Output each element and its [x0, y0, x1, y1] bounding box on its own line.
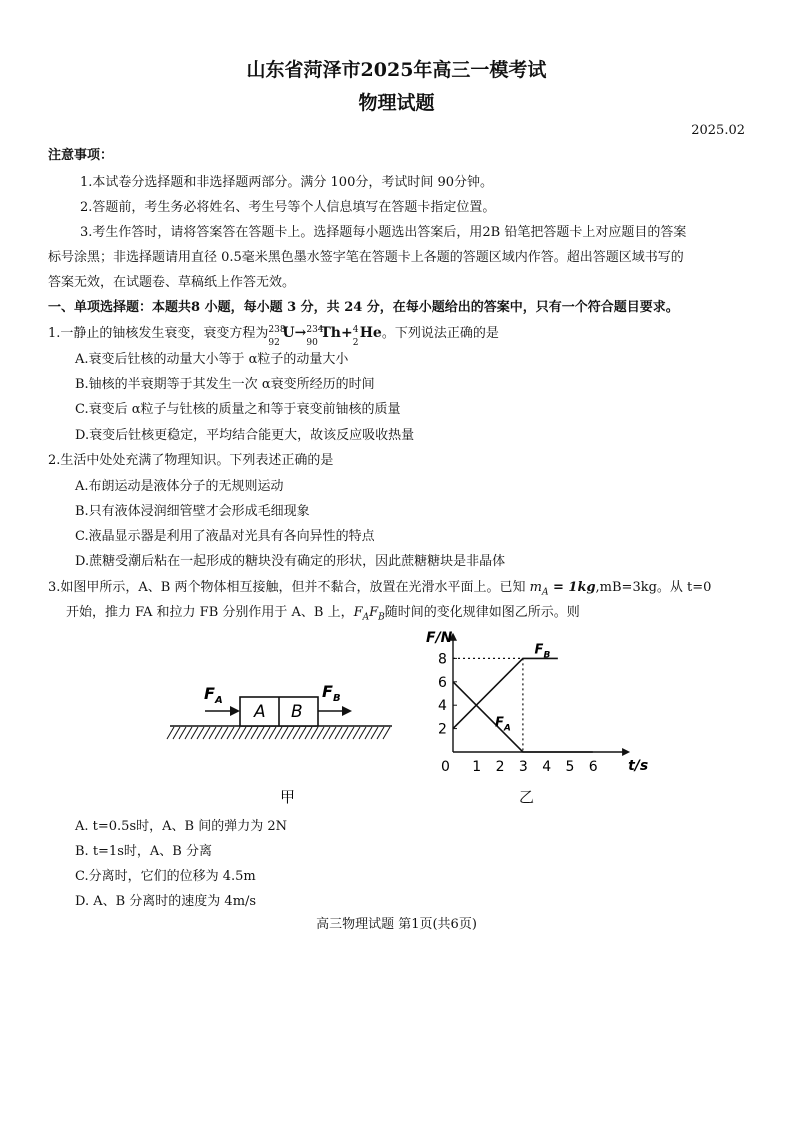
- q1-option-b: B.铀核的半衰期等于其发生一次 α衰变所经历的时间: [75, 377, 375, 392]
- ground-hatch-line: [281, 727, 288, 739]
- series-line-f-a: [453, 682, 593, 752]
- q1-option-a: A.衰变后钍核的动量大小等于 α粒子的动量大小: [75, 352, 349, 367]
- ground-hatch-line: [275, 727, 282, 739]
- th-mass-number: 234: [306, 324, 324, 335]
- q1-option-d: D.衰变后钍核更稳定，平均结合能更大，故该反应吸收热量: [75, 428, 415, 443]
- x-axis-arrowhead: [622, 748, 630, 756]
- ground-hatch-line: [203, 727, 210, 739]
- q3-option-b: B. t=1s时，A、B 分离: [75, 844, 212, 859]
- x-tick-label: 6: [588, 759, 598, 775]
- q1-stem: [48, 323, 499, 348]
- force-a-label: $F_A$: [204, 684, 223, 706]
- ground-hatch-line: [215, 727, 222, 739]
- x-tick-label: 3: [518, 759, 528, 775]
- he-charge-number: 2: [352, 337, 359, 348]
- ground-hatch-line: [377, 727, 384, 739]
- q3-line2-text: 开始，推力 FA 和拉力 FB 分别作用于 A、B 上，: [66, 605, 354, 620]
- q2-option-a: A.布朗运动是液体分子的无规则运动: [75, 479, 284, 494]
- series-label-fb: $F_B$: [534, 642, 551, 661]
- y-tick-label: 6: [438, 674, 447, 691]
- figure-jia: [160, 640, 410, 810]
- q3-f1-sub: A: [362, 612, 370, 623]
- ground-hatch-line: [293, 727, 300, 739]
- figure-jia-caption: 甲: [280, 788, 296, 806]
- q3-option-c: C.分离时，它们的位移为 4.5m: [75, 869, 256, 884]
- force-b-arrowhead: [342, 706, 352, 716]
- chart-y-axis-label: F/N: [426, 630, 453, 646]
- ground-hatch-line: [227, 727, 234, 739]
- ground-hatch-line: [329, 727, 336, 739]
- x-tick-label: 5: [565, 759, 575, 775]
- q3-option-d: D. A、B 分离时的速度为 4m/s: [75, 894, 257, 909]
- x-tick-label: 1: [472, 759, 482, 775]
- notice-item-3-line-1: 3.考生作答时，请将答案答在答题卡上。选择题每小题选出答案后，用2B 铅笔把答题卡上对应题目的答案: [80, 225, 687, 240]
- section-1-heading: 一、单项选择题：本题共8 小题，每小题 3 分，共 24 分，在每小题给出的答案中，只有一个符合题目要求。: [48, 300, 679, 315]
- notice-item-3-line-3: 答案无效，在试题卷、草稿纸上作答无效。: [48, 275, 296, 290]
- ground-hatch-line: [251, 727, 258, 739]
- q3-stem-line-1: [48, 578, 711, 603]
- notice-item-1: 1.本试卷分选择题和非选择题两部分。满分 100分，考试时间 90分钟。: [80, 175, 494, 190]
- ground-hatch-line: [323, 727, 330, 739]
- q3-f2-sub: B: [378, 612, 385, 623]
- reaction-arrow: →: [294, 325, 307, 341]
- q2-stem: 2.生活中处处充满了物理知识。下列表述正确的是: [48, 453, 334, 468]
- series-label-fa: $F_A$: [494, 715, 511, 734]
- x-tick-label: 2: [495, 759, 505, 775]
- x-tick-label: 4: [542, 759, 552, 775]
- ground-hatch-line: [359, 727, 366, 739]
- ground-hatch-line: [383, 727, 390, 739]
- q1-stem-after: 。下列说法正确的是: [381, 326, 499, 341]
- u-mass-number: 238: [268, 324, 286, 335]
- ground-surface: [167, 726, 392, 739]
- ground-hatch-line: [371, 727, 378, 739]
- ground-hatch-line: [287, 727, 294, 739]
- block-b-label: B: [291, 702, 303, 722]
- ground-hatch-line: [257, 727, 264, 739]
- page-title: 山东省菏泽市2025年高三一模考试: [246, 59, 547, 81]
- ground-hatch-line: [173, 727, 180, 739]
- q3-line1-text: 3.如图甲所示，A、B 两个物体相互接触，但并不黏合，放置在光滑水平面上。已知: [48, 580, 526, 595]
- q3-line1-tail: ,mB=3kg。从 t=0: [595, 580, 712, 595]
- ground-hatch-line: [179, 727, 186, 739]
- ground-hatch-line: [245, 727, 252, 739]
- chart-x-axis-label: t/s: [628, 758, 649, 774]
- ground-hatch-line: [263, 727, 270, 739]
- figure-yi-chart: [410, 625, 649, 810]
- notice-item-3-line-2: 标号涂黑；非选择题请用直径 0.5毫米黑色墨水签字笔在答题卡上各题的答题区域内作答。超出答题区域书写的: [48, 250, 684, 265]
- y-tick-label: 2: [438, 721, 447, 738]
- ground-hatch-line: [335, 727, 342, 739]
- force-b-label: $F_B$: [322, 682, 341, 704]
- q2-option-c: C.液晶显示器是利用了液晶对光具有各向异性的特点: [75, 529, 375, 544]
- ground-hatch-line: [341, 727, 348, 739]
- th-symbol: Th: [320, 325, 341, 341]
- y-tick-label: 4: [438, 698, 447, 715]
- ground-hatch-line: [269, 727, 276, 739]
- chart-reference-lines: [453, 658, 523, 752]
- y-tick-label: 8: [438, 651, 447, 668]
- notice-heading: 注意事项：: [48, 148, 114, 163]
- q3-f1: F: [353, 605, 363, 620]
- ground-hatch-line: [311, 727, 318, 739]
- q2-option-b: B.只有液体浸润细管壁才会形成毛细现象: [75, 504, 310, 519]
- ground-hatch-line: [347, 727, 354, 739]
- q3-line2-tail: 随时间的变化规律如图乙所示。则: [384, 605, 580, 620]
- ground-hatch-line: [197, 727, 204, 739]
- subject-title: 物理试题: [358, 92, 435, 114]
- ground-hatch-line: [167, 727, 174, 739]
- figure-yi-caption: 乙: [519, 788, 535, 806]
- th-charge-number: 90: [306, 337, 318, 348]
- q3-forces: [353, 605, 385, 623]
- u-symbol: U: [282, 325, 295, 341]
- ground-hatch-line: [221, 727, 228, 739]
- plus-sign: +: [340, 325, 353, 341]
- q1-stem-before: 1.一静止的铀核发生衰变，衰变方程为: [48, 326, 269, 341]
- ground-hatch-line: [239, 727, 246, 739]
- ground-hatch-line: [365, 727, 372, 739]
- ground-hatch-line: [191, 727, 198, 739]
- q3-mass-a-sub: A: [541, 587, 549, 598]
- he-symbol: He: [359, 325, 382, 341]
- q1-option-c: C.衰变后 α粒子与钍核的质量之和等于衰变前铀核的质量: [75, 402, 401, 417]
- ground-hatch-line: [209, 727, 216, 739]
- ground-hatch-line: [317, 727, 324, 739]
- q3-mass-a-value: = 1kg: [548, 580, 596, 595]
- series-line-f-b: [453, 658, 558, 728]
- q3-mass-a: [529, 580, 596, 598]
- notice-item-2: 2.答题前，考生务必将姓名、考生号等个人信息填写在答题卡指定位置。: [80, 200, 496, 215]
- q2-option-d: D.蔗糖受潮后粘在一起形成的糖块没有确定的形状，因此蔗糖糖块是非晶体: [75, 554, 506, 569]
- chart-ticks: [438, 651, 598, 775]
- ground-hatch-line: [185, 727, 192, 739]
- thorium-nuclide-indices: [306, 324, 324, 348]
- q3-option-a: A. t=0.5s时，A、B 间的弹力为 2N: [75, 819, 287, 834]
- force-a-arrowhead: [230, 706, 240, 716]
- q3-f2: F: [369, 605, 379, 620]
- helium-nuclide-indices: [352, 324, 360, 348]
- exam-date: 2025.02: [691, 123, 745, 138]
- ground-hatch-line: [305, 727, 312, 739]
- ground-hatch-line: [233, 727, 240, 739]
- x-tick-label: 0: [441, 759, 450, 775]
- chart-series: [453, 643, 593, 752]
- page-footer: 高三物理试题 第1页(共6页): [316, 917, 477, 932]
- ground-hatch-line: [299, 727, 306, 739]
- q3-mass-a-symbol: m: [529, 580, 542, 595]
- block-a-label: A: [254, 702, 266, 722]
- ground-hatch-line: [353, 727, 360, 739]
- u-charge-number: 92: [268, 337, 280, 348]
- q3-stem-line-2: [66, 603, 580, 628]
- he-mass-number: 4: [352, 324, 359, 335]
- uranium-nuclide-indices: [268, 324, 286, 348]
